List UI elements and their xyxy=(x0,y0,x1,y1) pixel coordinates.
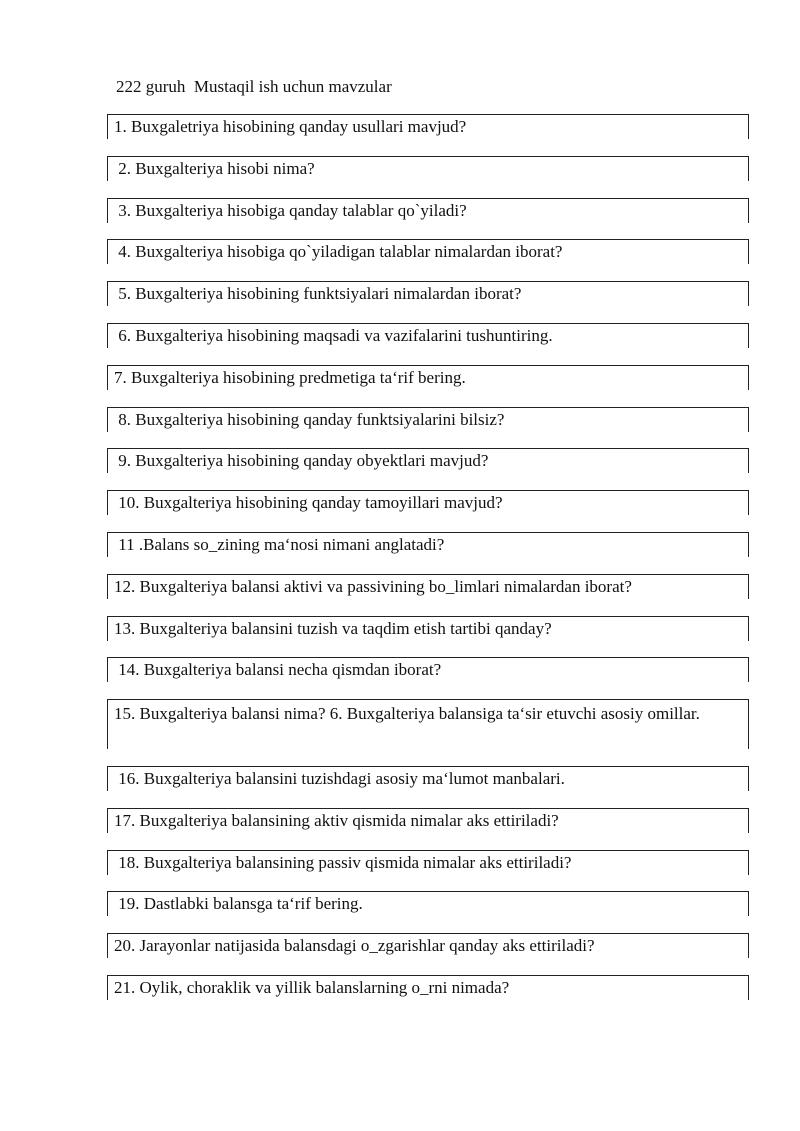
topic-row-17: 17. Buxgalteriya balansining aktiv qismida nimalar aks ettiriladi? xyxy=(107,808,749,833)
topic-row-6: 6. Buxgalteriya hisobining maqsadi va vazifalarini tushuntiring. xyxy=(107,323,749,348)
topic-row-8: 8. Buxgalteriya hisobining qanday funktsiyalarini bilsiz? xyxy=(107,407,749,432)
topic-row-5: 5. Buxgalteriya hisobining funktsiyalari nimalardan iborat? xyxy=(107,281,749,306)
topic-row-2: 2. Buxgalteriya hisobi nima? xyxy=(107,156,749,181)
topic-row-19: 19. Dastlabki balansga ta‘rif bering. xyxy=(107,891,749,916)
topic-row-15: 15. Buxgalteriya balansi nima? 6. Buxgalteriya balansiga ta‘sir etuvchi asosiy omillar. xyxy=(107,699,749,749)
topic-row-20: 20. Jarayonlar natijasida balansdagi o_zgarishlar qanday aks ettiriladi? xyxy=(107,933,749,958)
topic-row-13: 13. Buxgalteriya balansini tuzish va taqdim etish tartibi qanday? xyxy=(107,616,749,641)
document-title: 222 guruh Mustaqil ish uchun mavzular xyxy=(116,77,392,96)
topic-row-9: 9. Buxgalteriya hisobining qanday obyektlari mavjud? xyxy=(107,448,749,473)
topic-row-1: 1. Buxgaletriya hisobining qanday usullari mavjud? xyxy=(107,114,749,139)
topic-row-10: 10. Buxgalteriya hisobining qanday tamoyillari mavjud? xyxy=(107,490,749,515)
topic-row-11: 11 .Balans so_zining ma‘nosi nimani anglatadi? xyxy=(107,532,749,557)
topic-row-14: 14. Buxgalteriya balansi necha qismdan iborat? xyxy=(107,657,749,682)
topic-row-4: 4. Buxgalteriya hisobiga qo`yiladigan talablar nimalardan iborat? xyxy=(107,239,749,264)
topic-row-16: 16. Buxgalteriya balansini tuzishdagi asosiy ma‘lumot manbalari. xyxy=(107,766,749,791)
topic-row-3: 3. Buxgalteriya hisobiga qanday talablar qo`yiladi? xyxy=(107,198,749,223)
topic-row-21: 21. Oylik, choraklik va yillik balanslarning o_rni nimada? xyxy=(107,975,749,1000)
topic-row-7: 7. Buxgalteriya hisobining predmetiga ta‘rif bering. xyxy=(107,365,749,390)
topic-row-18: 18. Buxgalteriya balansining passiv qismida nimalar aks ettiriladi? xyxy=(107,850,749,875)
topic-list xyxy=(107,114,749,1017)
topic-row-12: 12. Buxgalteriya balansi aktivi va passivining bo_limlari nimalardan iborat? xyxy=(107,574,749,599)
